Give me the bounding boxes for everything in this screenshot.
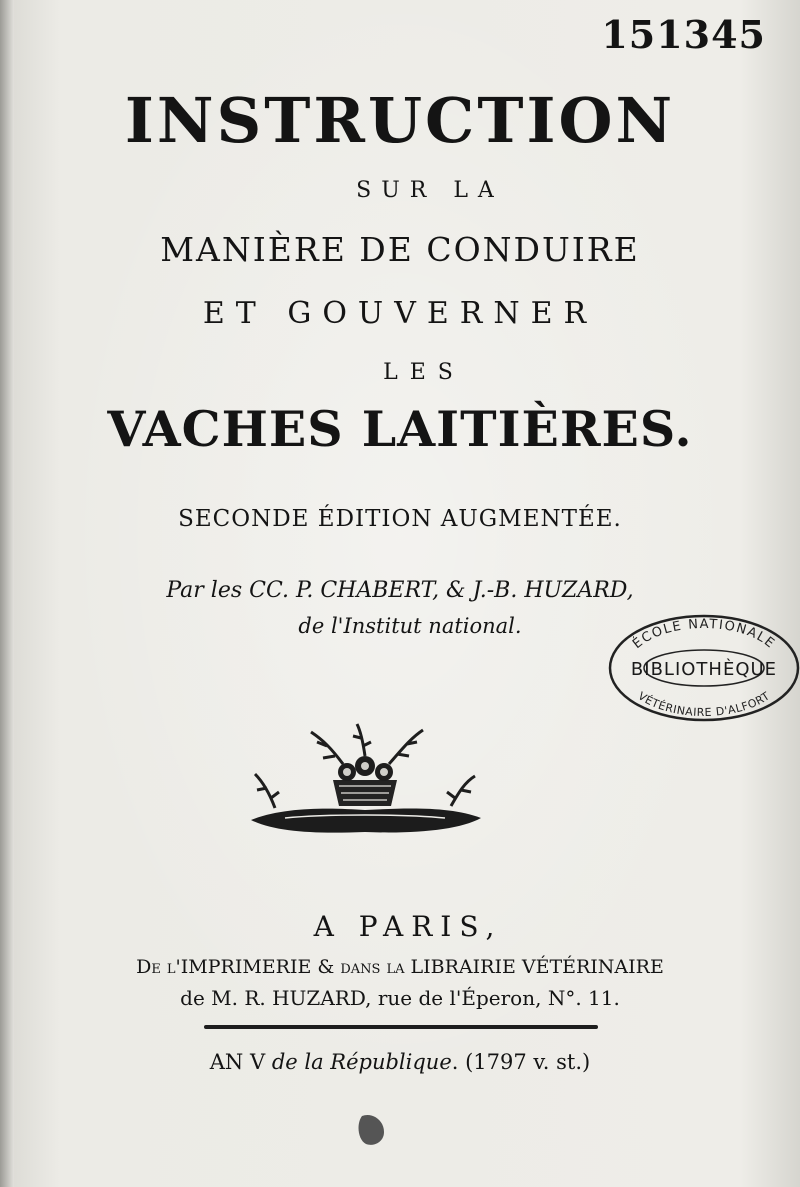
stamp-top-text: ÉCOLE NATIONALE	[630, 616, 778, 653]
imprint-city: A PARIS,	[313, 910, 503, 943]
date-prefix: AN V	[209, 1050, 266, 1074]
imprint-line-1: De l'IMPRIMERIE & dans la LIBRAIRIE VÉTÉRINAIRE	[136, 956, 664, 978]
svg-text:VÉTÉRINAIRE D'ALFORT	[636, 689, 773, 719]
edition-statement: SECONDE ÉDITION AUGMENTÉE.	[178, 506, 622, 532]
library-stamp	[606, 612, 800, 724]
authors-line-2: de l'Institut national.	[298, 614, 522, 638]
stamp-bottom-text: VÉTÉRINAIRE D'ALFORT	[635, 689, 773, 720]
ink-blot	[354, 1112, 388, 1148]
title-line-2: SUR LA	[356, 178, 504, 203]
title-line-6: VACHES LAITIÈRES.	[107, 400, 693, 458]
svg-text:ÉCOLE NATIONALE	[629, 617, 778, 652]
stamp-center-text: BIBLIOTHÈQUE	[630, 659, 778, 680]
title-line-4: ET GOUVERNER	[202, 296, 598, 331]
title-line-5: LES	[383, 360, 465, 385]
imprint-date	[0, 1050, 800, 1074]
title-line-3: MANIÈRE DE CONDUIRE	[160, 230, 640, 269]
horizontal-rule	[204, 1025, 598, 1029]
flower-basket-vignette	[245, 722, 485, 840]
shelfmark-number: 151345	[601, 12, 766, 57]
date-suffix: . (1797 v. st.)	[451, 1050, 591, 1074]
date-italic: de la République	[271, 1050, 452, 1074]
authors-line-1: Par les CC. P. CHABERT, & J.-B. HUZARD,	[166, 578, 634, 603]
imprint-line-2: de M. R. HUZARD, rue de l'Éperon, N°. 11.	[180, 986, 620, 1010]
title-line-1: INSTRUCTION	[124, 84, 676, 157]
